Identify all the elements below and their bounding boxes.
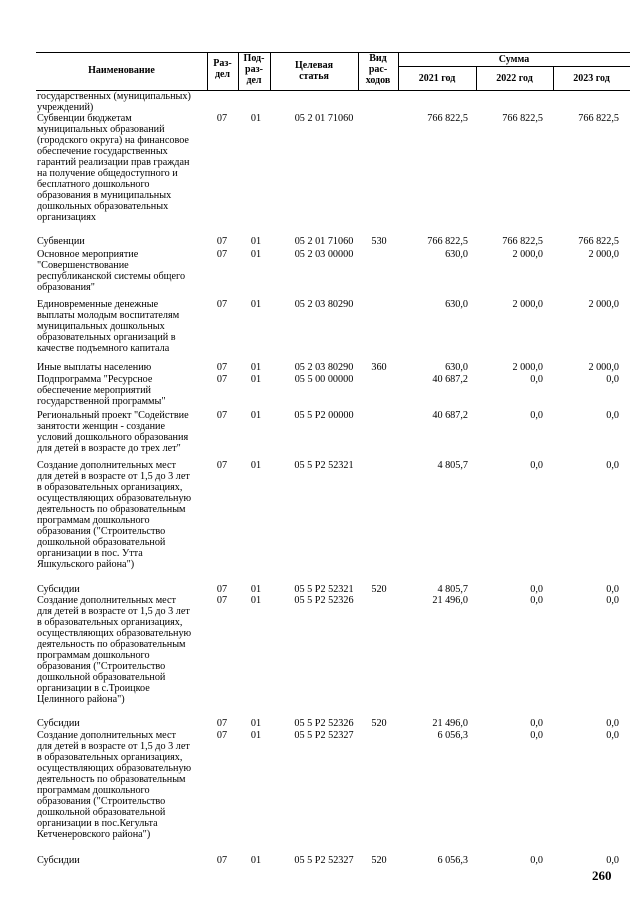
row-name: Создание дополнительных мест для детей в возрасте от 1,5 до 3 лет в образовательных организациях, осуществляющих образовательную деятельность по образовательным программам дошкольного образования ("Строительство дошкольной образовательной организации в с.Троицкое Целинного района") bbox=[37, 595, 192, 705]
header-name: Наименование bbox=[88, 65, 155, 76]
row-tselevaya-statya: 05 5 P2 52321 bbox=[294, 460, 354, 471]
row-sum-2022: 0,0 bbox=[530, 718, 543, 729]
row-razdel: 07 bbox=[216, 249, 228, 260]
row-razdel: 07 bbox=[216, 374, 228, 385]
page-number: 260 bbox=[592, 868, 612, 883]
row-razdel: 07 bbox=[216, 410, 228, 421]
row-sum-2023: 0,0 bbox=[606, 730, 619, 741]
row-sum-2022: 0,0 bbox=[530, 584, 543, 595]
row-name: Иные выплаты населению bbox=[37, 362, 152, 373]
row-razdel: 07 bbox=[216, 460, 228, 471]
row-sum-2023: 0,0 bbox=[606, 718, 619, 729]
row-vid-rashodov: 520 bbox=[371, 718, 387, 729]
row-name: Субвенции bbox=[37, 236, 85, 247]
row-vid-rashodov: 520 bbox=[371, 584, 387, 595]
row-sum-2022: 766 822,5 bbox=[502, 113, 543, 124]
row-sum-2022: 0,0 bbox=[530, 855, 543, 866]
row-podrazdel: 01 bbox=[250, 410, 262, 421]
row-sum-2021: 766 822,5 bbox=[427, 113, 468, 124]
row-sum-2021: 4 805,7 bbox=[437, 584, 468, 595]
row-podrazdel: 01 bbox=[250, 855, 262, 866]
header-year-2023: 2023 год bbox=[573, 73, 610, 84]
row-tselevaya-statya: 05 5 P2 52321 bbox=[294, 584, 354, 595]
row-vid-rashodov: 360 bbox=[371, 362, 387, 373]
row-sum-2021: 6 056,3 bbox=[437, 730, 468, 741]
row-name: государственных (муниципальных) учреждений) bbox=[37, 91, 191, 113]
header-year-2021: 2021 год bbox=[418, 73, 456, 84]
row-sum-2021: 630,0 bbox=[445, 362, 468, 373]
row-tselevaya-statya: 05 5 P2 52327 bbox=[294, 855, 354, 866]
row-podrazdel: 01 bbox=[250, 584, 262, 595]
row-sum-2023: 0,0 bbox=[606, 410, 619, 421]
row-sum-2022: 2 000,0 bbox=[512, 299, 543, 310]
row-razdel: 07 bbox=[216, 855, 228, 866]
row-podrazdel: 01 bbox=[250, 299, 262, 310]
row-name: Региональный проект "Содействие занятости женщин - создание условий дошкольного образования для детей в возрасте до трех лет" bbox=[37, 410, 189, 454]
row-name: Создание дополнительных мест для детей в возрасте от 1,5 до 3 лет в образовательных организациях, осуществляющих образовательную деятельность по образовательным программам дошкольного образования ("Строительство дошкольной образовательной организации в пос.Кегульта Кетченеровского района") bbox=[37, 730, 192, 840]
row-sum-2022: 0,0 bbox=[530, 410, 543, 421]
row-sum-2023: 2 000,0 bbox=[588, 299, 619, 310]
row-podrazdel: 01 bbox=[250, 362, 262, 373]
row-tselevaya-statya: 05 5 P2 52327 bbox=[294, 730, 354, 741]
row-sum-2023: 0,0 bbox=[606, 460, 619, 471]
row-tselevaya-statya: 05 5 P2 52326 bbox=[294, 718, 354, 729]
row-sum-2021: 630,0 bbox=[445, 299, 468, 310]
header-year-2022: 2022 год bbox=[496, 73, 533, 84]
row-sum-2022: 0,0 bbox=[530, 460, 543, 471]
row-razdel: 07 bbox=[216, 236, 228, 247]
row-razdel: 07 bbox=[216, 584, 228, 595]
row-razdel: 07 bbox=[216, 113, 228, 124]
row-sum-2022: 0,0 bbox=[530, 595, 543, 606]
row-sum-2023: 2 000,0 bbox=[588, 362, 619, 373]
row-sum-2021: 21 496,0 bbox=[432, 718, 468, 729]
row-sum-2023: 0,0 bbox=[606, 855, 619, 866]
row-tselevaya-statya: 05 2 03 80290 bbox=[294, 362, 354, 373]
row-razdel: 07 bbox=[216, 595, 228, 606]
row-name: Единовременные денежные выплаты молодым воспитателям муниципальных дошкольных образовательных организаций в качестве подъемного капитала bbox=[37, 299, 180, 354]
row-podrazdel: 01 bbox=[250, 236, 262, 247]
row-sum-2023: 766 822,5 bbox=[578, 113, 619, 124]
row-podrazdel: 01 bbox=[250, 374, 262, 385]
header-summa: Сумма bbox=[498, 54, 530, 65]
row-name: Основное мероприятие "Совершенствование республиканской системы общего образования" bbox=[37, 249, 186, 293]
row-sum-2023: 2 000,0 bbox=[588, 249, 619, 260]
row-sum-2021: 40 687,2 bbox=[432, 410, 468, 421]
row-razdel: 07 bbox=[216, 299, 228, 310]
row-sum-2021: 4 805,7 bbox=[437, 460, 468, 471]
row-name: Субвенции бюджетам муниципальных образований (городского округа) на финансовое обеспечение государственных гарантий реализации прав граждан на получение общедоступного и бесплатного дошкольного образования в муниципальных дошкольных образовательных организациях bbox=[37, 113, 190, 223]
table-header bbox=[36, 52, 630, 91]
row-sum-2021: 6 056,3 bbox=[437, 855, 468, 866]
row-sum-2023: 766 822,5 bbox=[578, 236, 619, 247]
row-name: Субсидии bbox=[37, 855, 80, 866]
row-razdel: 07 bbox=[216, 730, 228, 741]
header-podrazdel: Под- раз- дел bbox=[243, 53, 265, 86]
row-sum-2023: 0,0 bbox=[606, 595, 619, 606]
row-podrazdel: 01 bbox=[250, 595, 262, 606]
row-name: Подпрограмма "Ресурсное обеспечение мероприятий государственной программы" bbox=[37, 374, 166, 407]
row-tselevaya-statya: 05 5 P2 00000 bbox=[294, 410, 354, 421]
row-vid-rashodov: 530 bbox=[371, 236, 387, 247]
row-tselevaya-statya: 05 2 03 00000 bbox=[294, 249, 354, 260]
row-sum-2023: 0,0 bbox=[606, 584, 619, 595]
header-tselevaya-statya: Целевая статья bbox=[294, 60, 334, 82]
row-sum-2022: 0,0 bbox=[530, 730, 543, 741]
row-podrazdel: 01 bbox=[250, 718, 262, 729]
row-name: Субсидии bbox=[37, 718, 80, 729]
row-razdel: 07 bbox=[216, 362, 228, 373]
header-vid-rashodov: Вид рас- ходов bbox=[365, 53, 391, 86]
row-name: Субсидии bbox=[37, 584, 80, 595]
row-sum-2021: 766 822,5 bbox=[427, 236, 468, 247]
row-razdel: 07 bbox=[216, 718, 228, 729]
row-sum-2021: 630,0 bbox=[445, 249, 468, 260]
row-tselevaya-statya: 05 5 00 00000 bbox=[294, 374, 354, 385]
row-vid-rashodov: 520 bbox=[371, 855, 387, 866]
row-podrazdel: 01 bbox=[250, 460, 262, 471]
summa-divider bbox=[398, 66, 630, 67]
header-razdel: Раз- дел bbox=[213, 58, 232, 80]
row-sum-2021: 21 496,0 bbox=[432, 595, 468, 606]
row-tselevaya-statya: 05 2 01 71060 bbox=[294, 113, 354, 124]
row-podrazdel: 01 bbox=[250, 730, 262, 741]
row-name: Создание дополнительных мест для детей в возрасте от 1,5 до 3 лет в образовательных организациях, осуществляющих образовательную деятельность по образовательным программам дошкольного образования ("Строительство дошкольной образовательной организации в пос. Утта Яшкульского района") bbox=[37, 460, 192, 570]
row-tselevaya-statya: 05 5 P2 52326 bbox=[294, 595, 354, 606]
row-sum-2023: 0,0 bbox=[606, 374, 619, 385]
row-podrazdel: 01 bbox=[250, 113, 262, 124]
row-sum-2022: 2 000,0 bbox=[512, 362, 543, 373]
row-sum-2022: 2 000,0 bbox=[512, 249, 543, 260]
row-tselevaya-statya: 05 2 03 80290 bbox=[294, 299, 354, 310]
row-sum-2022: 766 822,5 bbox=[502, 236, 543, 247]
row-sum-2022: 0,0 bbox=[530, 374, 543, 385]
row-tselevaya-statya: 05 2 01 71060 bbox=[294, 236, 354, 247]
row-podrazdel: 01 bbox=[250, 249, 262, 260]
row-sum-2021: 40 687,2 bbox=[432, 374, 468, 385]
